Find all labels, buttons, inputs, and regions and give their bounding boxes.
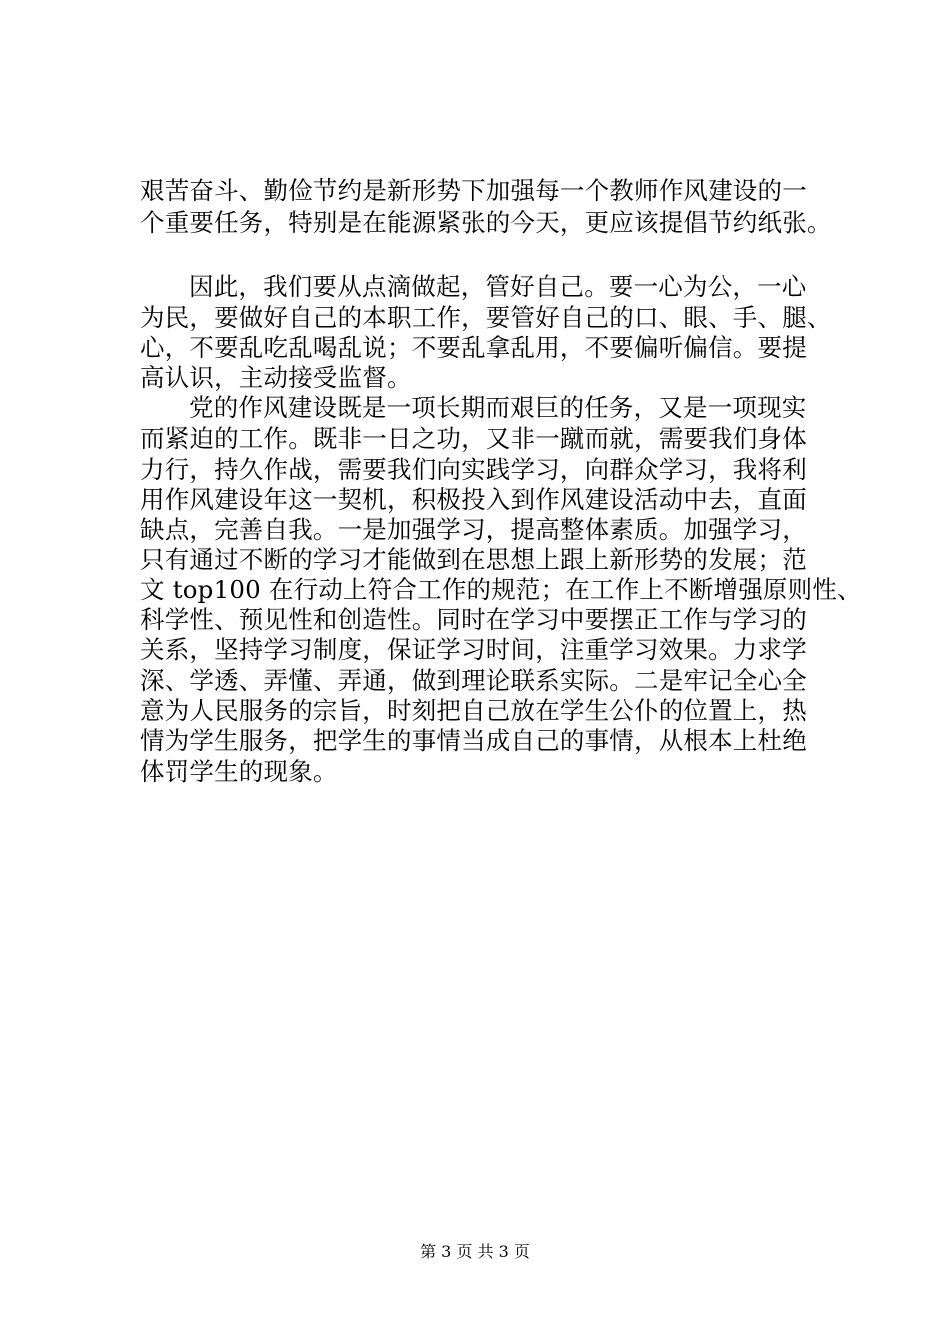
text-line: 科学性、预见性和创造性。同时在学习中要摆正工作与学习的 bbox=[140, 605, 807, 634]
text-line: 只有通过不断的学习才能做到在思想上跟上新形势的发展；范 bbox=[140, 545, 807, 574]
text-line: 个重要任务，特别是在能源紧张的今天，更应该提倡节约纸张。 bbox=[140, 208, 832, 237]
text-line: 体罚学生的现象。 bbox=[140, 757, 338, 786]
text-line: 而紧迫的工作。既非一日之功，又非一蹴而就，需要我们身体 bbox=[140, 424, 807, 453]
text-line: 高认识，主动接受监督。 bbox=[140, 363, 412, 392]
text-line: 为民，要做好自己的本职工作，要管好自己的口、眼、手、腿、 bbox=[140, 303, 832, 332]
text-line: 意为人民服务的宗旨，时刻把自己放在学生公仆的位置上，热 bbox=[140, 696, 807, 725]
paragraph-first-line: 党的作风建设既是一项长期而艰巨的任务，又是一项现实 bbox=[189, 393, 807, 422]
text-line: 深、学透、弄懂、弄通，做到理论联系实际。二是牢记全心全 bbox=[140, 666, 807, 695]
text-line: 艰苦奋斗、勤俭节约是新形势下加强每一个教师作风建设的一 bbox=[140, 176, 807, 205]
text-line: 缺点，完善自我。一是加强学习，提高整体素质。加强学习， bbox=[140, 515, 807, 544]
text-line: 用作风建设年这一契机，积极投入到作风建设活动中去，直面 bbox=[140, 485, 807, 514]
text-line: 情为学生服务，把学生的事情当成自己的事情，从根本上杜绝 bbox=[140, 726, 807, 755]
text-line: 力行，持久作战，需要我们向实践学习，向群众学习，我将利 bbox=[140, 455, 807, 484]
text-line: 关系，坚持学习制度，保证学习时间，注重学习效果。力求学 bbox=[140, 635, 807, 664]
page-number-footer: 第 3 页 共 3 页 bbox=[420, 1242, 530, 1261]
text-line: 心，不要乱吃乱喝乱说；不要乱拿乱用，不要偏听偏信。要提 bbox=[140, 333, 807, 362]
text-line: 文 top100 在行动上符合工作的规范；在工作上不断增强原则性、 bbox=[140, 575, 862, 604]
paragraph-first-line: 因此，我们要从点滴做起，管好自己。要一心为公，一心 bbox=[189, 272, 807, 301]
